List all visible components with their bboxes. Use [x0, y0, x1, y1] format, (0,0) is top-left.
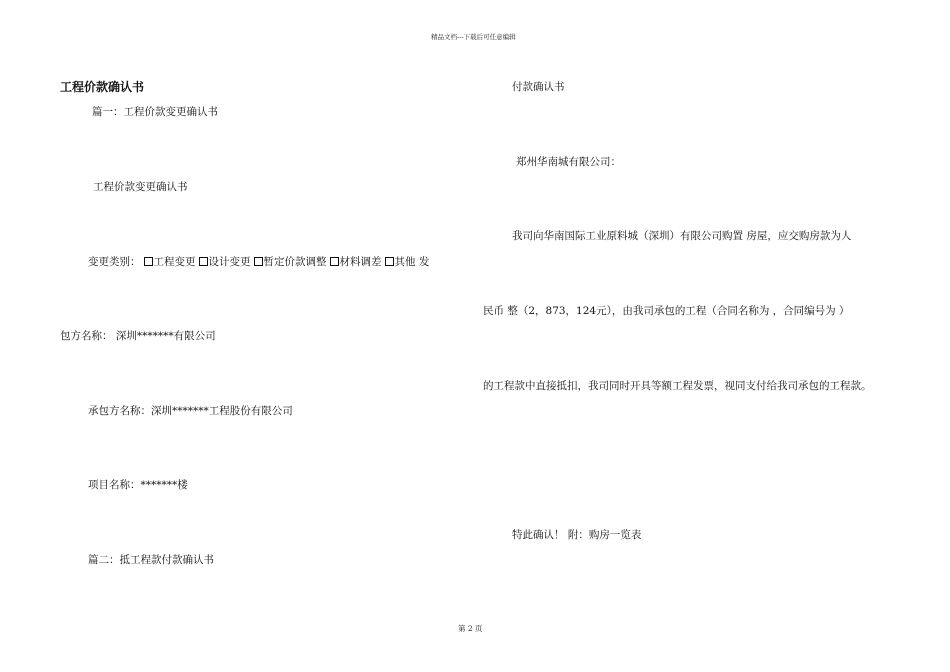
payment-title: 付款确认书 — [512, 81, 565, 93]
document-title: 工程价款确认书 — [60, 80, 145, 94]
project-line: 项目名称：*******楼 — [88, 479, 188, 491]
contractor-line: 包方名称： 深圳*******有限公司 — [60, 330, 216, 342]
change-type-label: 变更类别： — [88, 256, 141, 268]
change-type-line — [88, 255, 429, 269]
part2-heading: 篇二：抵工程款付款确认书 — [88, 554, 214, 566]
option-label: 暂定价款调整 — [263, 256, 327, 268]
paragraph-line-1: 我司向华南国际工业原料城（深圳）有限公司购置 房屋，应交购房款为人 — [512, 230, 852, 242]
sub-title: 工程价款变更确认书 — [93, 181, 188, 193]
paragraph-line-3: 的工程款中直接抵扣，我司同时开具等额工程发票，视同支付给我司承包的工程款。 — [483, 380, 872, 392]
option-label: 工程变更 — [153, 256, 196, 268]
addressee: 郑州华南城有限公司： — [516, 156, 621, 168]
paragraph-line-2: 民币 整（2，873，124元），由我司承包的工程（合同名称为 ，合同编号为 ） — [483, 305, 850, 317]
part1-heading: 篇一：工程价款变更确认书 — [92, 106, 218, 118]
subcontractor-line: 承包方名称：深圳*******工程股份有限公司 — [88, 405, 293, 417]
page-number: 第 2 页 — [458, 624, 483, 633]
checkbox-icon[interactable] — [144, 257, 153, 266]
header-note: 精品文档---下载后可任意编辑 — [431, 33, 516, 41]
checkbox-icon[interactable] — [199, 257, 208, 266]
option-label: 设计变更 — [208, 256, 251, 268]
option-label: 材料调差 — [339, 256, 382, 268]
wrap-tail: 发 — [418, 256, 430, 268]
checkbox-icon[interactable] — [330, 257, 339, 266]
closing-line: 特此确认！ 附：购房一览表 — [512, 529, 642, 541]
checkbox-icon[interactable] — [254, 257, 263, 266]
option-label: 其他 — [394, 256, 416, 268]
checkbox-icon[interactable] — [385, 257, 394, 266]
